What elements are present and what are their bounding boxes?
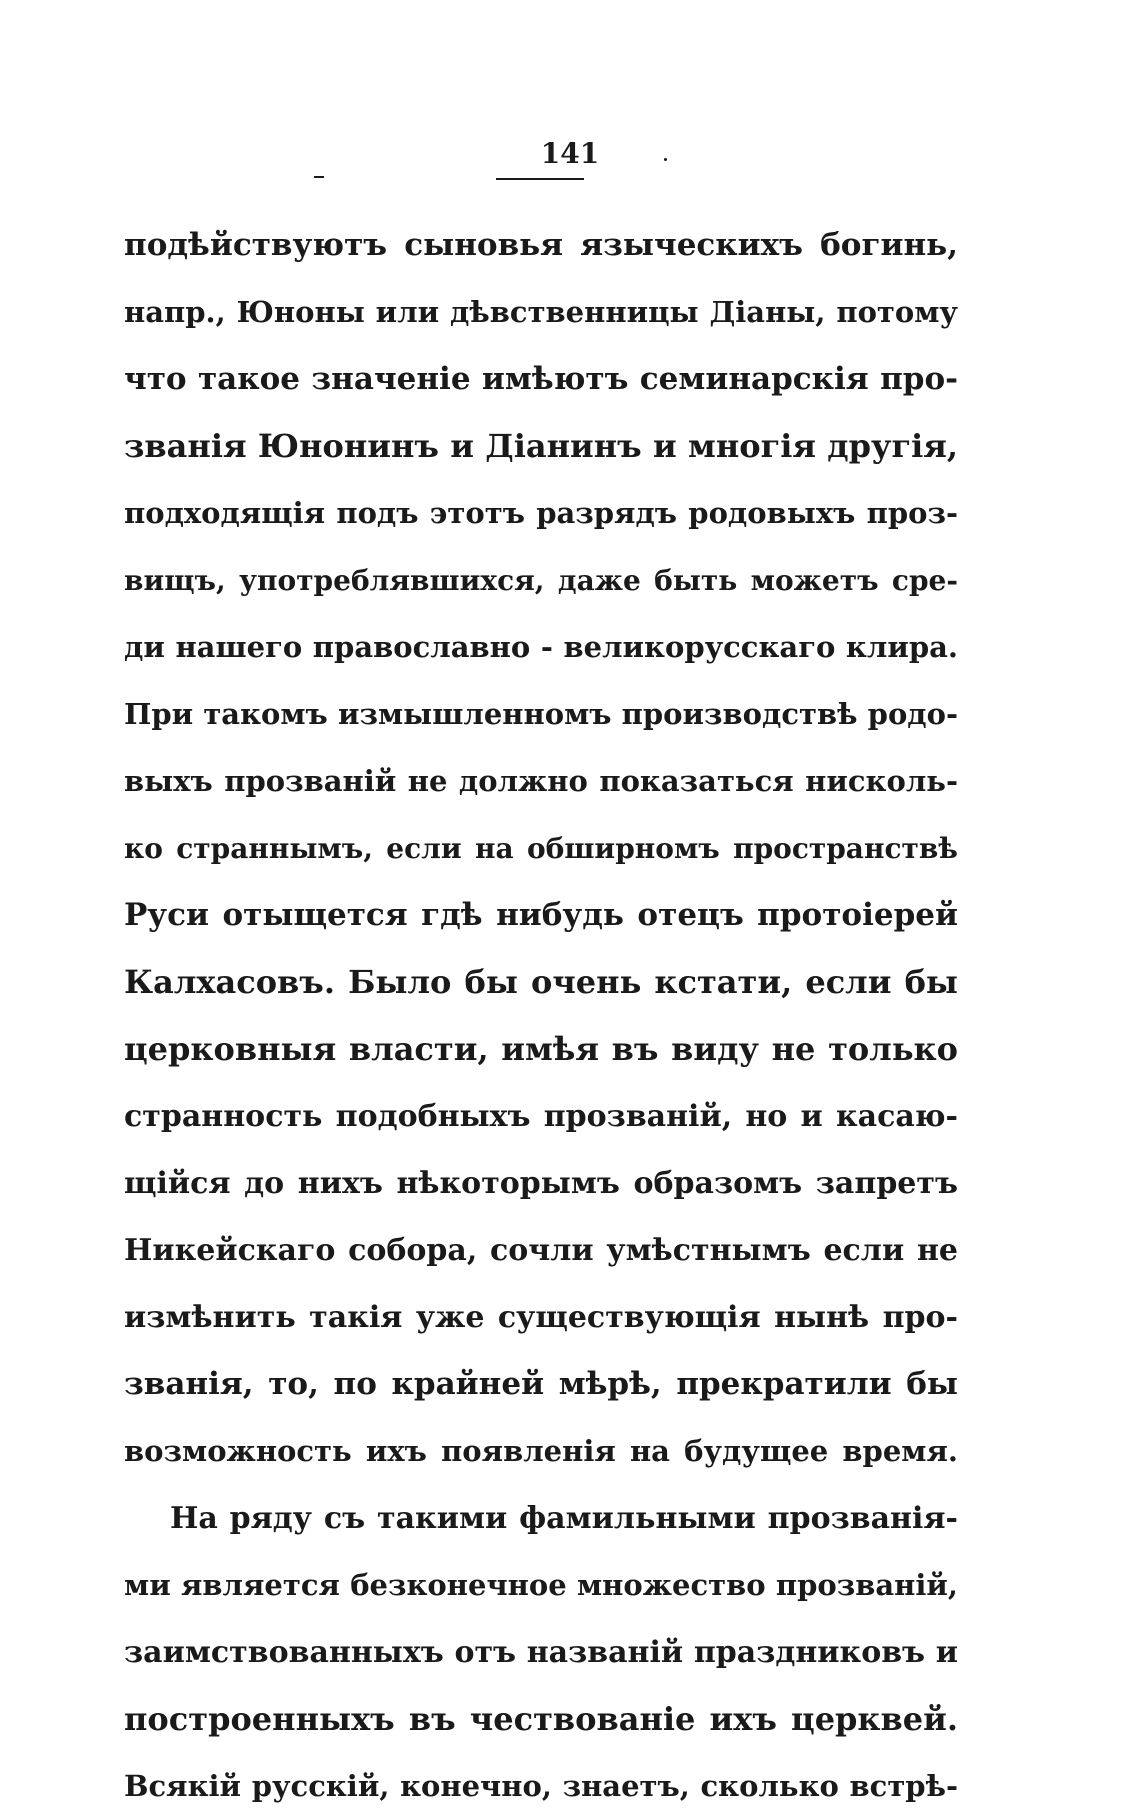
text-line: измѣнить такія уже существующія нынѣ про-: [124, 1300, 958, 1335]
header-rule: [496, 178, 584, 180]
text-line: выхъ прозваній не должно показаться нисколь-: [124, 764, 958, 798]
text-line: званія Юнонинъ и Діанинъ и многія другія,: [124, 427, 958, 465]
text-line: ми является безконечное множество прозваній,: [124, 1568, 958, 1602]
text-line: ди нашего православно - великорусскаго клира.: [124, 630, 958, 664]
text-line: вищъ, употреблявшихся, даже быть можетъ сре-: [124, 564, 958, 597]
text-line: что такое значеніе имѣютъ семинарскія про-: [124, 361, 958, 397]
text-line: щійся до нихъ нѣкоторымъ образомъ запретъ: [124, 1166, 958, 1201]
body-text: [124, 212, 958, 1820]
text-line: церковныя власти, имѣя въ виду не только: [124, 1030, 958, 1068]
paragraph-end-line: возможность ихъ появленія на будущее время.: [124, 1434, 958, 1468]
text-line: Калхасовъ. Было бы очень кстати, если бы: [124, 963, 958, 1001]
print-speck: [664, 158, 667, 161]
text-line: ко страннымъ, если на обширномъ пространствѣ: [124, 832, 958, 865]
text-line: При такомъ измышленномъ производствѣ родо-: [124, 697, 958, 731]
text-line: напр., Юноны или дѣвственницы Діаны, потому: [124, 295, 958, 329]
text-line: званія, то, по крайней мѣрѣ, прекратили бы: [124, 1366, 958, 1402]
page-number: 141: [540, 137, 600, 170]
paragraph-start-line: На ряду съ такими фамильными прозванія-: [170, 1501, 958, 1536]
text-line: заимствованныхъ отъ названій праздниковъ и: [124, 1635, 958, 1670]
text-line: Руси отыщется гдѣ нибудь отецъ протоіерей: [124, 897, 958, 933]
print-mark: [314, 176, 324, 178]
text-line: построенныхъ въ чествованіе ихъ церквей.: [124, 1700, 958, 1738]
text-line: Никейскаго собора, сочли умѣстнымъ если не: [124, 1233, 958, 1268]
text-line: Всякій русскій, конечно, знаетъ, сколько встрѣ-: [124, 1769, 958, 1803]
text-line: странность подобныхъ прозваній, но и касаю-: [124, 1099, 958, 1134]
text-line: подходящія подъ этотъ разрядъ родовыхъ проз-: [124, 496, 958, 530]
text-line: подѣйствуютъ сыновья языческихъ богинь,: [124, 227, 958, 263]
